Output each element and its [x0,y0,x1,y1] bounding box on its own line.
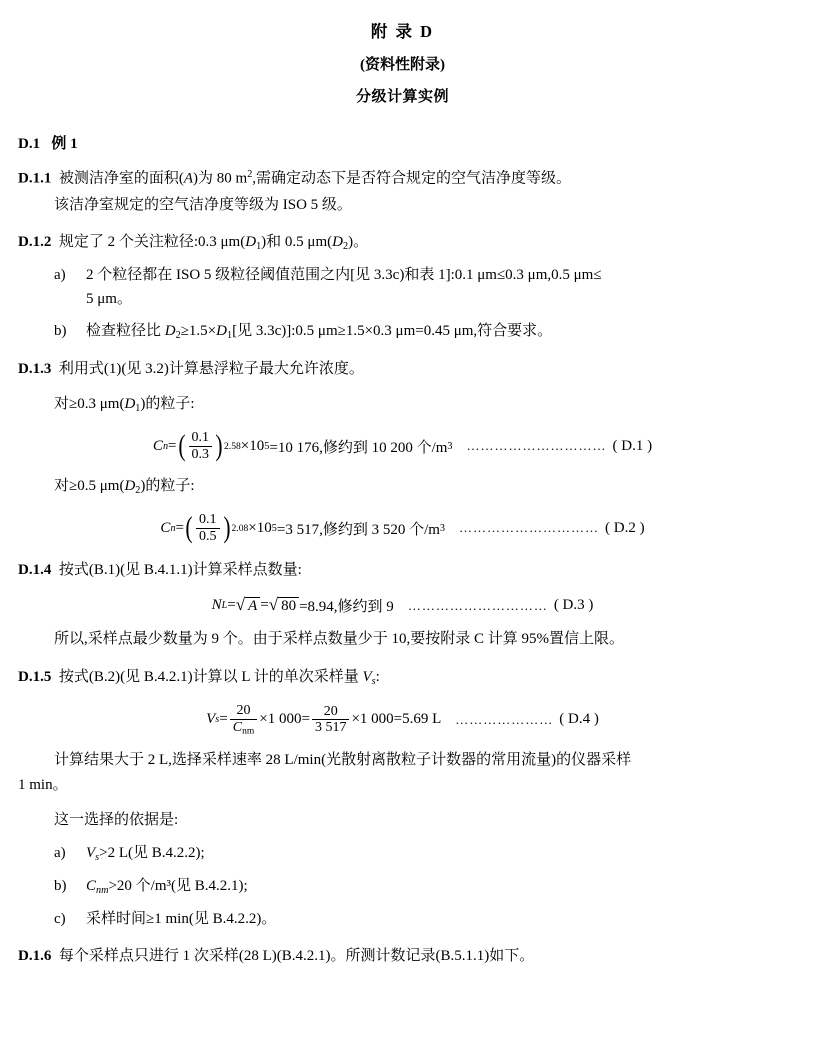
variable-d1: D [216,322,227,339]
variable-vs: V [86,844,96,861]
fraction-denominator [230,719,258,737]
clause-d14-after: 所以,采样点最少数量为 9 个。由于采样点数量少于 10,要按附录 C 计算 95%置信上限。 [54,631,625,648]
clause-d12 [18,231,787,254]
sqrt-radicand: A [245,597,260,615]
formula-result: =5.69 L [393,711,442,728]
formula-d1-body [153,430,453,462]
left-paren: ( [185,511,193,545]
variable-d2-sub: 2 [342,241,349,253]
appendix-type: (资料性附录) [360,57,445,73]
fraction [189,430,213,462]
list-item-text [86,874,787,899]
formula-multiplier-exp: 5 [264,440,270,452]
lead-unit: μm( [99,477,125,494]
variable-d1-sub: 1 [135,402,141,414]
formula-lhs-sub: n [162,440,169,452]
clause-d11-continuation: 该洁净室规定的空气洁净度等级为 ISO 5 级。 [54,197,352,214]
clause-d15-after3: 这一选择的依据是: [54,812,179,829]
sqrt-area [236,596,261,615]
variable-d2: D [124,477,136,494]
clause-text-d13: 利用式(1)(见 3.2)计算悬浮粒子最大允许浓度。 [58,360,364,377]
variable-d1-sub: 1 [227,329,233,341]
formula-result-exp: 3 [439,522,445,534]
clause-text-d12-mu1: μm( [220,234,246,251]
fraction-1 [230,703,258,737]
formula-equals1: = [227,597,236,614]
variable-vs-sub: s [371,675,376,687]
fraction-denominator: 0.3 [189,446,213,463]
list-item-text: 采样时间≥1 min(见 B.4.2.2)。 [86,910,277,927]
clause-number-d14: D.1.4 [18,561,52,578]
variable-cnm: C [86,877,97,894]
sqrt-radicand: 80 [278,597,299,615]
formula-d3-body [212,595,394,616]
clause-d14 [18,559,787,582]
lead-unit: μm( [99,395,125,412]
fraction-numerator: 0.1 [199,512,217,528]
list-item-b-d12 [54,319,787,344]
formula-lhs-sub: n [170,522,176,534]
formula-d4-body [206,703,441,737]
ratio-text-pre: 检查粒径比 [86,322,165,339]
clause-d11 [18,167,787,190]
clause-text-d12-p2: )和 0.5 [261,234,308,251]
lead-pre: 对≥0.3 [54,395,100,412]
list-item-line2: 5 μm。 [86,290,132,307]
formula-lhs-sub: s [215,714,220,726]
section-title: 例 1 [51,136,78,152]
formula-multiplier: ×1 000 [259,711,302,728]
denominator-var: C [232,719,243,735]
clause-text-d11-p2: )为 80 m [193,170,248,187]
clause-text-d12-p1: 规定了 2 个关注粒径:0.3 [58,234,221,251]
clause-number-d11: D.1.1 [18,170,52,187]
appendix-name: 分级计算实例 [355,89,449,105]
fraction-denominator: 3 517 [312,719,350,736]
formula-multiplier-exp: 5 [271,522,277,534]
clause-d15-after2: 1 min。 [18,777,68,794]
section-heading [18,132,787,153]
right-paren: ) [215,429,223,463]
fraction-2 [312,704,350,736]
clause-text-d16: 每个采样点只进行 1 次采样(28 L)(B.4.2.1)。所测计数记录(B.5.1.1)如下。 [58,947,535,964]
list-item-label: c) [54,910,66,927]
formula2-lead [54,475,787,499]
formula-lhs-var: N [211,597,222,614]
list-item-text [86,319,787,344]
formula-multiplier: ×10 [248,519,272,536]
formula-d3 [18,595,787,616]
variable-d1: D [245,234,257,251]
clause-d15-after1: 计算结果大于 2 L,选择采样速率 28 L/min(光散射离散粒子计数器的常用流量)的仪器采样 [54,751,632,768]
lead-pre: 对≥0.5 [54,477,100,494]
section-label: D.1 [18,136,41,152]
clause-text-d15-p1: 按式(B.2)(见 B.4.2.1)计算以 L 计的单次采样量 [58,668,363,685]
clause-text-d11-p1: 被测洁净室的面积( [58,170,184,187]
formula-dots: ………………………… [466,438,607,454]
formula-dots: ………………………… [459,520,599,536]
clause-d15 [18,666,787,689]
formula-equals2: = [301,711,310,728]
list-item-a-d12 [54,263,787,311]
list-item-b-d15 [54,874,787,899]
variable-cnm-sub: nm [96,884,109,896]
appendix-title: 附 录 D [370,22,435,41]
lead-post: )的粒子: [140,477,195,494]
denominator-var-sub: nm [242,726,255,737]
formula-multiplier2: ×1 000 [351,711,394,728]
formula-d1 [18,430,787,462]
formula-result: =8.94,修约到 9 [299,599,394,616]
ratio-text-tail: [见 3.3c)]:0.5 μm≥1.5×0.3 μm=0.45 μm,符合要求。 [232,322,553,339]
fraction-numerator: 0.1 [191,430,209,446]
sqrt-number [269,596,299,615]
variable-d2-sub: 2 [135,484,141,496]
formula-d4 [18,703,787,737]
formula-dots: ………………… [455,711,554,727]
variable-vs-sub: s [95,851,100,863]
formula-multiplier: ×10 [240,437,265,454]
formula-exponent: 2.08 [231,522,249,534]
formula-equals2: = [260,597,269,614]
formula-number-d1: ( D.1 ) [612,437,653,454]
list-item-condition: >2 L(见 B.4.2.2); [99,844,205,861]
list-item-condition: >20 个/m³(见 B.4.2.1); [108,877,248,894]
clause-d13 [18,358,787,381]
formula-number-d3: ( D.3 ) [553,597,594,614]
left-paren: ( [177,429,186,463]
clause-text-d11-p3: ,需确定动态下是否符合规定的空气洁净度等级。 [252,170,572,187]
formula-lhs-var: C [160,519,171,536]
variable-d1: D [124,395,136,412]
list-item-text [86,263,787,311]
area-unit-exponent: 2 [247,169,253,180]
clause-text-d12-p3: )。 [348,234,369,251]
formula-lhs-sub: L [221,600,228,612]
clause-d16 [18,945,787,968]
formula-equals: = [168,437,177,454]
formula-result-exp: 3 [447,440,453,452]
variable-d2: D [332,234,343,251]
clause-text-d14: 按式(B.1)(见 B.4.1.1)计算采样点数量: [58,561,302,578]
formula-lhs-var: C [152,437,163,454]
ratio-text-mid: ≥1.5× [180,322,217,339]
fraction-numerator: 20 [236,702,251,718]
lead-post: )的粒子: [140,395,195,412]
variable-d2: D [164,322,176,339]
fraction [196,512,220,544]
formula1-lead [54,393,787,417]
list-item-a-d15 [54,841,787,866]
formula-exponent: 2.58 [224,440,241,452]
formula-dots: ………………………… [407,597,548,613]
fraction-denominator: 0.5 [196,528,220,545]
formula-d2-body [160,512,445,544]
right-paren: ) [222,511,231,545]
variable-area: A [183,170,194,187]
list-item-c-d15 [54,907,787,931]
clause-number-d13: D.1.3 [18,360,52,377]
formula-result: =10 176,修约到 10 200 个/m [269,439,448,456]
list-item-label: a) [54,844,66,861]
clause-number-d15: D.1.5 [18,668,52,685]
clause-text-d15-p2: : [375,668,380,685]
list-item-label: a) [54,266,66,283]
formula-equals: = [219,711,228,728]
variable-d1-sub: 1 [256,241,262,253]
formula-number-d2: ( D.2 ) [605,519,645,536]
formula-equals: = [175,519,184,536]
formula-result: =3 517,修约到 3 520 个/m [276,521,440,538]
list-item-label: b) [54,322,67,339]
formula-number-d4: ( D.4 ) [559,711,599,728]
sqrt-sign: √ [268,595,279,615]
list-item-line1: 2 个粒径都在 ISO 5 级粒径阈值范围之内[见 3.3c)和表 1]:0.1 μm≤0.3 μm,0.5 μm≤ [86,266,602,283]
formula-lhs-var: V [206,711,216,728]
list-item-text [86,841,787,866]
clause-number-d12: D.1.2 [18,234,52,251]
sqrt-sign: √ [235,595,246,615]
clause-text-d12-mu2: μm( [307,234,333,251]
fraction-numerator: 20 [323,703,338,719]
variable-vs: V [362,668,372,685]
list-item-label: b) [54,877,67,894]
variable-d2-sub: 2 [175,329,181,341]
clause-number-d16: D.1.6 [18,947,52,964]
formula-d2 [18,512,787,544]
